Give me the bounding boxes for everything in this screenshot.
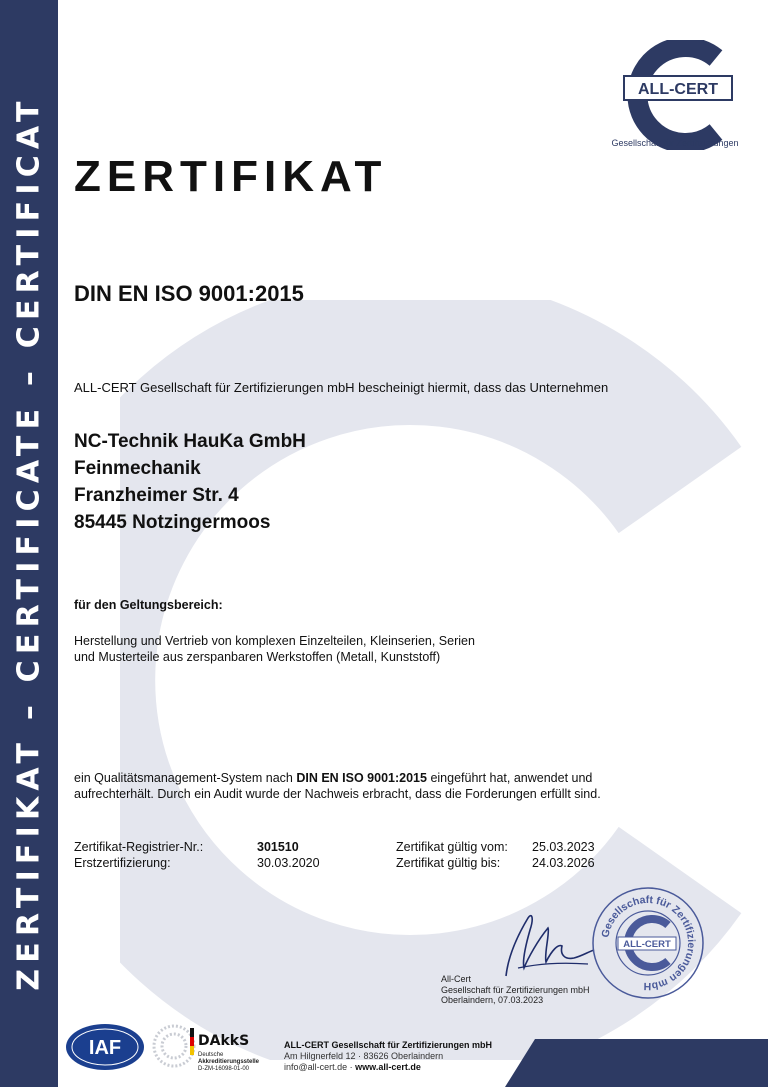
first-certification-label: Erstzertifizierung:	[74, 856, 171, 870]
registration-number: 301510	[257, 840, 299, 854]
valid-from-date: 25.03.2023	[532, 840, 595, 854]
side-banner-text: ZERTIFIKAT – CERTIFICATE – CERTIFICAT	[11, 95, 47, 991]
registration-label: Zertifikat-Registrier-Nr.:	[74, 840, 204, 854]
seal-ring-text: Gesellschaft für Zertifizierungen mbH	[599, 893, 698, 993]
logo-tagline: Gesellschaft für Zertifizierungen	[611, 138, 739, 148]
footer-website: www.all-cert.de	[355, 1062, 421, 1072]
footer-address	[284, 1040, 492, 1073]
logo-brand-text: ALL-CERT	[638, 81, 718, 98]
scope-heading: für den Geltungsbereich:	[74, 598, 223, 612]
company-street: Franzheimer Str. 4	[74, 485, 239, 506]
seal-center-text: ALL-CERT	[623, 939, 671, 950]
signer-block	[441, 974, 590, 1006]
first-certification-date: 30.03.2020	[257, 856, 320, 870]
dakks-line-1: Deutsche	[198, 1052, 224, 1058]
standard-heading: DIN EN ISO 9001:2015	[74, 281, 304, 306]
scope-text	[74, 633, 714, 665]
scope-line-2: und Musterteile aus zerspanbaren Werkstoffen (Metall, Kunststoff)	[74, 650, 441, 664]
all-cert-logo	[608, 40, 748, 150]
company-seal	[590, 885, 706, 1001]
valid-from-label: Zertifikat gültig vom:	[396, 840, 508, 854]
company-name: NC-Technik HauKa GmbH	[74, 431, 306, 452]
certificate-details	[74, 839, 694, 871]
signer-line-2: Gesellschaft für Zertifizierungen mbH	[441, 984, 590, 995]
footer-band	[505, 1039, 768, 1087]
iaf-logo	[64, 1022, 146, 1072]
system-standard: DIN EN ISO 9001:2015	[296, 771, 427, 785]
footer-email: info@all-cert.de ·	[284, 1062, 356, 1072]
iaf-text: IAF	[88, 1037, 122, 1059]
dakks-subtitle	[198, 1052, 259, 1073]
valid-to-date: 24.03.2026	[532, 856, 595, 870]
dakks-line-2: Akkreditierungsstelle	[198, 1059, 260, 1065]
side-banner	[0, 0, 58, 1087]
signer-line-3: Oberlaindern, 07.03.2023	[441, 995, 544, 1005]
footer-contact	[284, 1062, 492, 1073]
company-division: Feinmechanik	[74, 458, 201, 479]
system-line-1	[74, 770, 734, 786]
dakks-name: DAkkS	[198, 1033, 250, 1049]
footer-company: ALL-CERT Gesellschaft für Zertifizierungen mbH	[284, 1040, 493, 1050]
system-text-1: ein Qualitätsmanagement-System nach	[74, 771, 297, 785]
footer-street: Am Hilgnerfeld 12 · 83626 Oberlaindern	[284, 1051, 444, 1061]
intro-text: ALL-CERT Gesellschaft für Zertifizierungen mbH bescheinigt hiermit, dass das Unternehmen	[74, 380, 609, 395]
system-text-2: eingeführt hat, anwendet und	[426, 771, 593, 785]
dakks-line-3: D-ZM-16098-01-00	[198, 1066, 250, 1072]
company-city: 85445 Notzingermoos	[74, 512, 271, 533]
page-title: ZERTIFIKAT	[74, 152, 388, 201]
valid-to-label: Zertifikat gültig bis:	[396, 856, 501, 870]
company-block	[74, 428, 306, 536]
details-row-1	[74, 839, 694, 855]
system-statement	[74, 770, 734, 802]
signature	[488, 898, 598, 983]
signer-line-1: All-Cert	[441, 974, 472, 984]
system-line-2: aufrechterhält. Durch ein Audit wurde der Nachweis erbracht, dass die Forderungen erfüllt sind.	[74, 787, 601, 801]
scope-line-1: Herstellung und Vertrieb von komplexen Einzelteilen, Kleinserien, Serien	[74, 634, 475, 648]
details-row-2	[74, 855, 694, 871]
